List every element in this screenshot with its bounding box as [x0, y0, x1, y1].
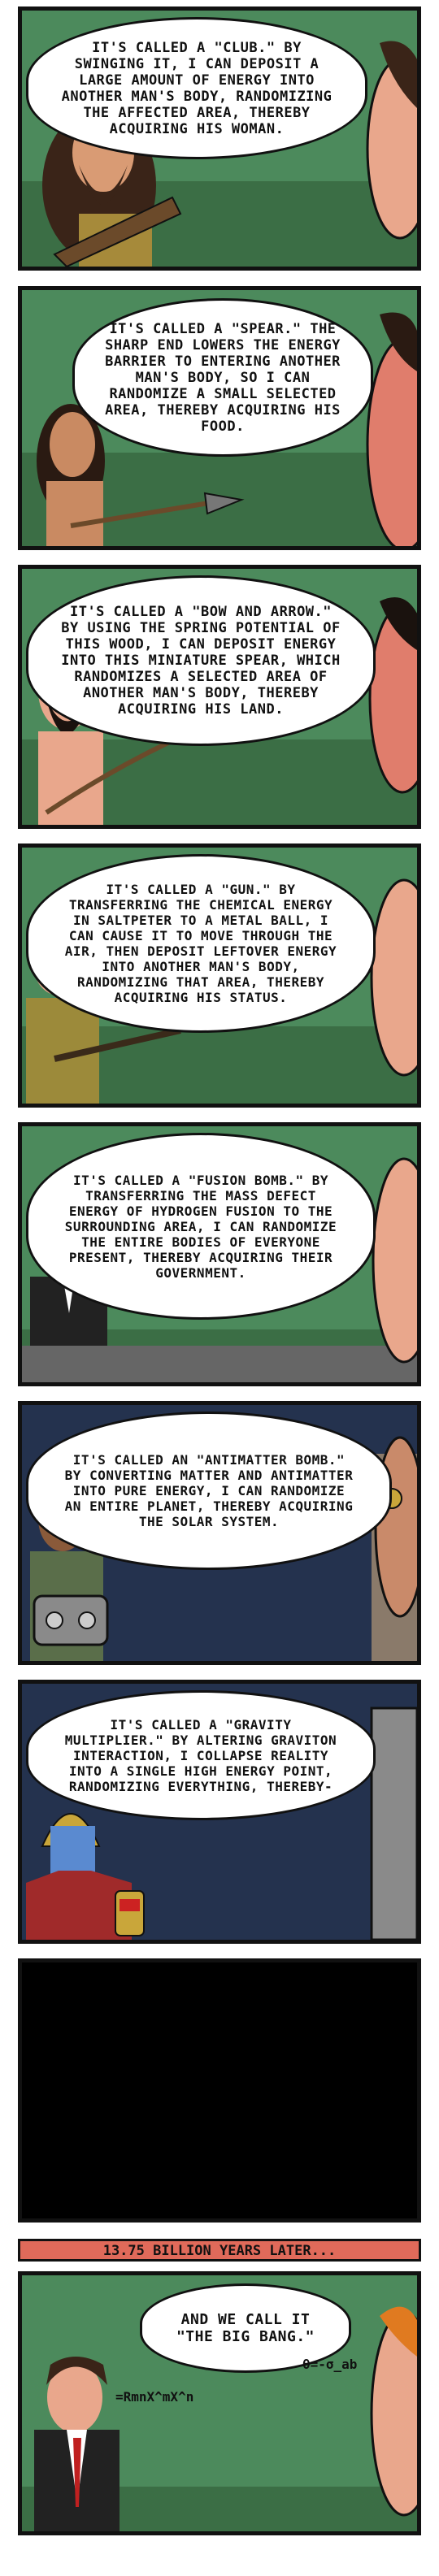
- panel-spear: [18, 286, 421, 550]
- speech-bubble-1: IT'S CALLED A "CLUB." BY SWINGING IT, I CAN DEPOSIT A LARGE AMOUNT OF ENERGY INTO ANOTHER MAN'S BODY, RANDOMIZING THE AFFECTED AREA, THEREBY ACQUIRING HIS WOMAN.: [26, 17, 367, 159]
- board-equation-left: =RmnX^mX^n: [115, 2389, 194, 2405]
- speech-bubble-4: IT'S CALLED A "GUN." BY TRANSFERRING THE CHEMICAL ENERGY IN SALTPETER TO A METAL BALL, I CAN CAUSE IT TO MOVE THROUGH THE AIR, THEN DEPOSIT LEFTOVER ENERGY INTO ANOTHER MAN'S BODY, RANDOMIZING THAT AREA, THEREBY ACQUIRING HIS STATUS.: [26, 854, 376, 1033]
- panel-fusion: [18, 1122, 421, 1386]
- panel-gun: [18, 843, 421, 1108]
- speech-bubble-2: IT'S CALLED A "SPEAR." THE SHARP END LOWERS THE ENERGY BARRIER TO ENTERING ANOTHER MAN'S BODY, SO I CAN RANDOMIZE A SMALL SELECTED AREA, THEREBY ACQUIRING HIS FOOD.: [72, 298, 373, 457]
- panel-antimatter: [18, 1401, 421, 1665]
- caption-panel: [18, 2239, 421, 2262]
- panel-gravity: [18, 1680, 421, 1944]
- speech-bubble-final: AND WE CALL IT "THE BIG BANG.": [140, 2283, 351, 2373]
- panel-bow: [18, 565, 421, 829]
- panel-club: [18, 7, 421, 271]
- speech-bubble-5: IT'S CALLED A "FUSION BOMB." BY TRANSFERRING THE MASS DEFECT ENERGY OF HYDROGEN FUSION TO THE SURROUNDING AREA, I CAN RANDOMIZE THE ENTIRE BODIES OF EVERYONE PRESENT, THEREBY ACQUIRING THEIR GOVERNMENT.: [26, 1133, 376, 1320]
- speech-bubble-6: IT'S CALLED AN "ANTIMATTER BOMB." BY CONVERTING MATTER AND ANTIMATTER INTO PURE ENERGY, I CAN RANDOMIZE AN ENTIRE PLANET, THEREBY ACQUIRING THE SOLAR SYSTEM.: [26, 1412, 392, 1570]
- speech-bubble-7: IT'S CALLED A "GRAVITY MULTIPLIER." BY ALTERING GRAVITON INTERACTION, I COLLAPSE REALITY INTO A SINGLE HIGH ENERGY POINT, RANDOMIZING EVERYTHING, THEREBY-: [26, 1690, 376, 1820]
- speech-bubble-3: IT'S CALLED A "BOW AND ARROW." BY USING THE SPRING POTENTIAL OF THIS WOOD, I CAN DEPOSIT ENERGY INTO THIS MINIATURE SPEAR, WHICH RANDOMIZES A SELECTED AREA OF ANOTHER MAN'S BODY, THEREBY ACQUIRING HIS LAND.: [26, 575, 376, 746]
- board-equation-right: θ=-σ_ab: [302, 2357, 358, 2372]
- time-caption: 13.75 BILLION YEARS LATER...: [102, 2243, 337, 2259]
- panel-big-bang: [18, 2271, 421, 2535]
- panel-void: [18, 1958, 421, 2223]
